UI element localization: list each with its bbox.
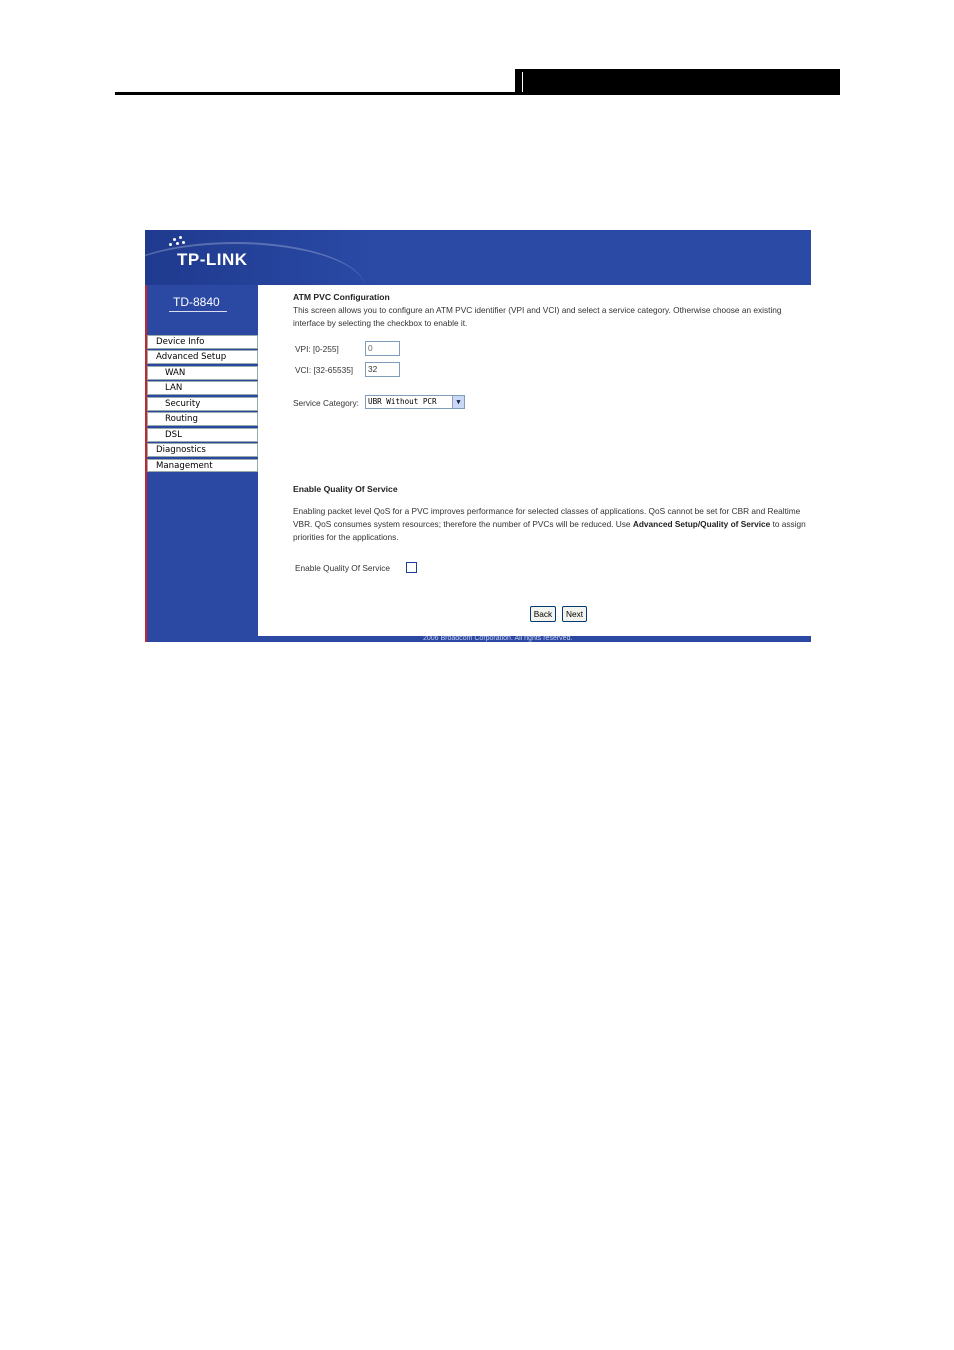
service-category-value: UBR Without PCR <box>368 397 437 406</box>
logo-dots-icon <box>159 236 185 250</box>
service-category-label: Service Category: <box>293 398 359 408</box>
sidebar-item-management[interactable]: Management <box>147 459 258 473</box>
model-underline <box>169 311 227 312</box>
sidebar-item-diagnostics[interactable]: Diagnostics <box>147 443 258 457</box>
atm-description: This screen allows you to configure an ATM PVC identifier (VPI and VCI) and select a service category. Otherwise choose an existing interface by selecting the checkbox to enable it. <box>293 305 782 328</box>
qos-desc-link: Advanced Setup/Quality of Service <box>632 519 771 529</box>
qos-desc-text-2: to assign priorities for the applications. <box>293 519 806 542</box>
tp-link-logo: TP-LINK <box>177 250 248 269</box>
service-category-select[interactable] <box>365 395 465 409</box>
sidebar <box>145 285 258 642</box>
sidebar-item-device-info[interactable]: Device Info <box>147 335 258 349</box>
chevron-down-icon[interactable]: ▼ <box>452 396 464 408</box>
back-button[interactable]: Back <box>530 606 556 622</box>
main-content <box>258 285 811 636</box>
vpi-input[interactable]: 0 <box>365 341 400 356</box>
vci-label: VCI: [32-65535] <box>295 365 354 375</box>
router-web-ui <box>145 230 811 642</box>
copyright-text: 2006 Broadcom Corporation. All rights reserved. <box>423 636 573 642</box>
sidebar-item-advanced-setup[interactable]: Advanced Setup <box>147 350 258 364</box>
document-header-rule <box>115 92 840 95</box>
header-banner <box>145 230 811 285</box>
qos-desc-text-1: Enabling packet level QoS for a PVC improves performance for selected classes of applications. QoS cannot be set for CBR and Realtime VBR. QoS consumes system resources; therefore the number of PVCs will be reduced. Use <box>293 506 801 529</box>
sidebar-item-lan[interactable]: LAN <box>147 381 258 395</box>
sidebar-item-security[interactable]: Security <box>147 397 258 411</box>
qos-checkbox-label: Enable Quality Of Service <box>295 563 390 573</box>
footer <box>258 636 811 642</box>
sidebar-item-routing[interactable]: Routing <box>147 412 258 426</box>
vpi-label: VPI: [0-255] <box>295 344 339 354</box>
atm-title: ATM PVC Configuration <box>293 292 390 302</box>
sidebar-item-dsl[interactable]: DSL <box>147 428 258 442</box>
vci-input[interactable]: 32 <box>365 362 400 377</box>
qos-title: Enable Quality Of Service <box>293 484 398 494</box>
sidebar-item-wan[interactable]: WAN <box>147 366 258 380</box>
qos-description <box>293 505 811 544</box>
qos-checkbox[interactable] <box>406 562 417 573</box>
sidebar-nav <box>147 335 258 474</box>
header-divider <box>522 72 523 92</box>
model-name: TD-8840 <box>173 295 220 309</box>
next-button[interactable]: Next <box>562 606 587 622</box>
